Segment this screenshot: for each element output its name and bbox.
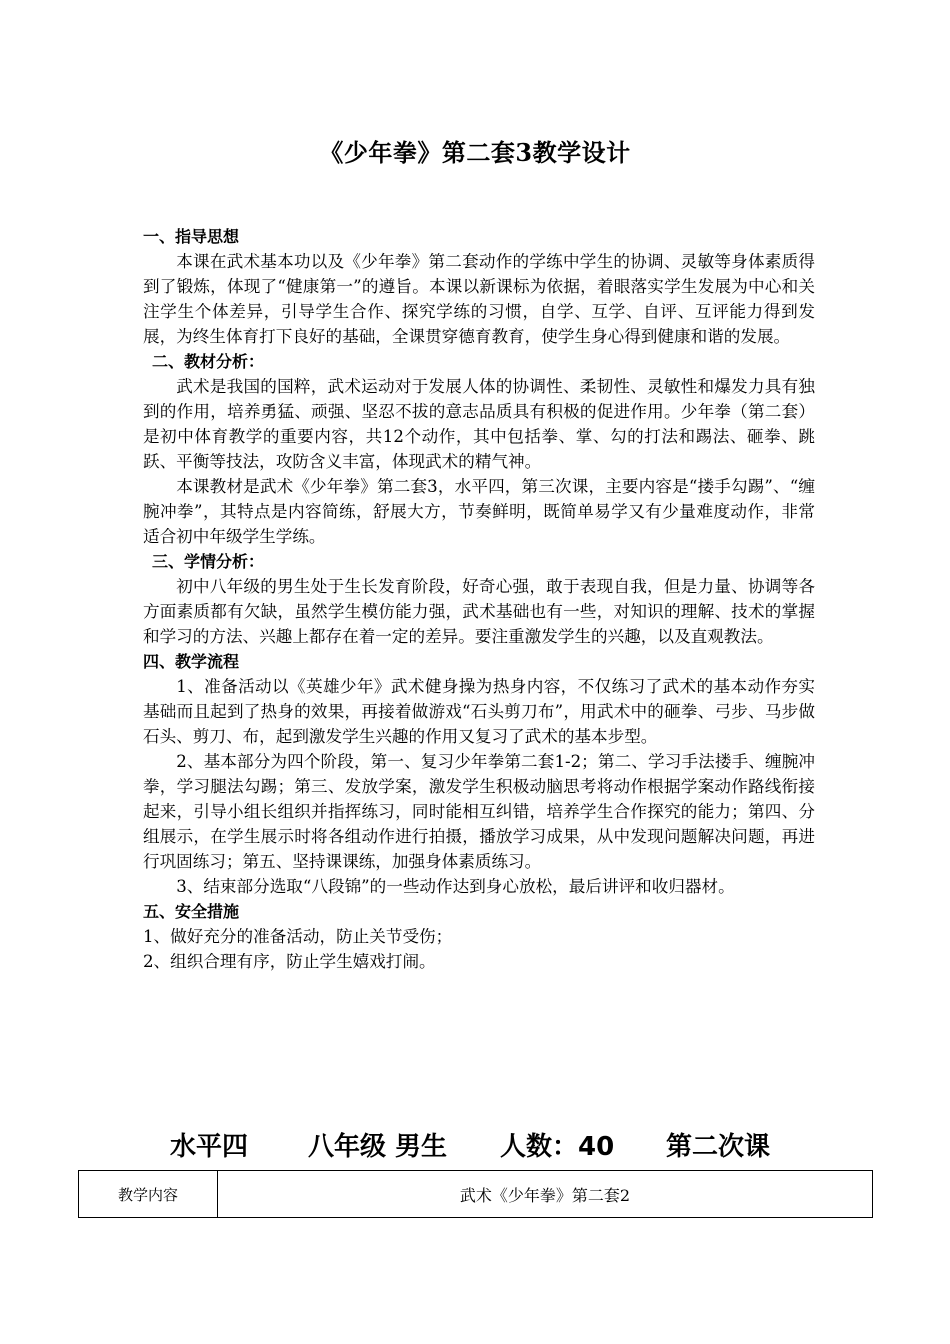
lesson-count: 人数：40 xyxy=(500,1132,615,1162)
table-row xyxy=(79,1171,873,1218)
paragraph-teaching-process-1: 1、准备活动以《英雄少年》武术健身操为热身内容，不仅练习了武术的基本动作夯实基础而且起到了热身的效果，再接着做游戏“石头剪刀布”，用武术中的砸拳、弓步、马步做石头、剪刀、布，起到激发学生兴趣的作用又复习了武术的基本步型。 xyxy=(143,677,815,746)
lesson-table xyxy=(78,1170,873,1218)
paragraph-guiding-thought: 本课在武术基本功以及《少年拳》第二套动作的学练中学生的协调、灵敏等身体素质得到了锻炼，体现了“健康第一”的遵旨。本课以新课标为依据，着眼落实学生发展为中心和关注学生个体差异，引导学生合作、探究学练的习惯，自学、互学、自评、互评能力得到发展，为终生体育打下良好的基础，全课贯穿德育教育，使学生身心得到健康和谐的发展。 xyxy=(143,252,815,346)
safety-item-1: 1、做好充分的准备活动，防止关节受伤； xyxy=(143,927,453,946)
section-heading-student-analysis: 三、学情分析： xyxy=(152,552,265,571)
section-heading-material-analysis: 二、教材分析： xyxy=(152,352,265,371)
paragraph-teaching-process-3: 3、结束部分选取“八段锦”的一些动作达到身心放松，最后讲评和收归器材。 xyxy=(176,877,735,896)
section-heading-teaching-process: 四、教学流程 xyxy=(143,652,240,671)
lesson-level: 水平四 xyxy=(170,1132,249,1162)
section-heading-guiding-thought: 一、指导思想 xyxy=(143,227,240,246)
lesson-number: 第二次课 xyxy=(666,1132,771,1162)
section-heading-safety-measures: 五、安全措施 xyxy=(143,902,240,921)
lesson-grade: 八年级 男生 xyxy=(308,1132,448,1162)
paragraph-material-analysis-2: 本课教材是武术《少年拳》第二套3，水平四，第三次课，主要内容是“搂手勾踢”、“缠腕冲拳”，其特点是内容简练，舒展大方，节奏鲜明，既简单易学又有少量难度动作，非常适合初中年级学生学练。 xyxy=(143,477,815,546)
paragraph-material-analysis-1: 武术是我国的国粹，武术运动对于发展人体的协调性、柔韧性、灵敏性和爆发力具有独到的作用，培养勇猛、顽强、坚忍不拔的意志品质具有积极的促进作用。少年拳（第二套）是初中体育教学的重要内容，共12个动作，其中包括拳、掌、勾的打法和踢法、砸拳、跳跃、平衡等技法，攻防含义丰富，体现武术的精气神。 xyxy=(143,377,815,471)
teaching-content-value: 武术《少年拳》第二套2 xyxy=(218,1171,873,1218)
paragraph-student-analysis: 初中八年级的男生处于生长发育阶段，好奇心强，敢于表现自我，但是力量、协调等各方面素质都有欠缺，虽然学生模仿能力强，武术基础也有一些，对知识的理解、技术的掌握和学习的方法、兴趣上都存在着一定的差异。要注重激发学生的兴趣，以及直观教法。 xyxy=(143,577,815,646)
paragraph-teaching-process-2: 2、基本部分为四个阶段，第一、复习少年拳第二套1-2；第二、学习手法搂手、缠腕冲拳，学习腿法勾踢；第三、发放学案，激发学生积极动脑思考将动作根据学案动作路线衔接起来，引导小组长组织并指挥练习，同时能相互纠错，培养学生合作探究的能力；第四、分组展示，在学生展示时将各组动作进行拍摄，播放学习成果，从中发现问题解决问题，再进行巩固练习；第五、坚持课课练，加强身体素质练习。 xyxy=(143,752,815,871)
lesson-header xyxy=(0,1126,950,1166)
document-body xyxy=(143,224,815,974)
teaching-content-label: 教学内容 xyxy=(79,1171,218,1218)
document-title: 《少年拳》第二套3教学设计 xyxy=(319,138,631,167)
safety-item-2: 2、组织合理有序，防止学生嬉戏打闹。 xyxy=(143,952,436,971)
